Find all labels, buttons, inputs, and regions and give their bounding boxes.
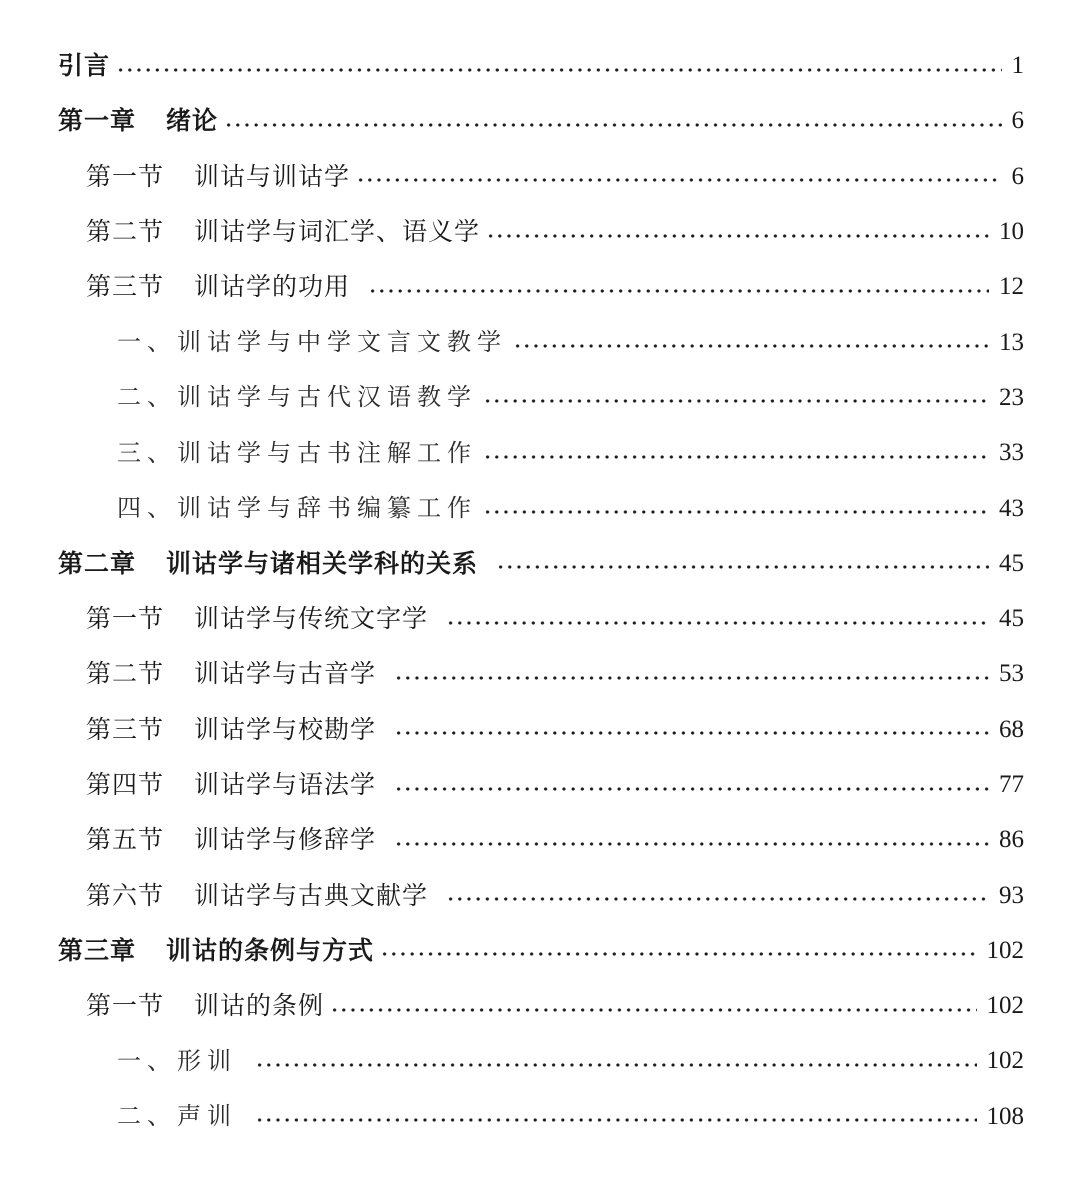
toc-entry-title: 二、训诂学与古代汉语教学 <box>117 383 477 412</box>
toc-entry-title: 一、训诂学与中学文言文教学 <box>117 328 507 357</box>
dot-leader <box>380 952 976 956</box>
toc-entry-chapter[interactable] <box>0 536 1080 591</box>
toc-entry-page: 102 <box>986 1047 1024 1075</box>
dot-leader <box>368 289 989 293</box>
toc-entry-title: 第二节 训诂学与词汇学、语义学 <box>86 217 481 247</box>
toc-entry-title: 第一节 训诂学与传统文字学 <box>86 604 429 634</box>
toc-entry-section[interactable] <box>0 646 1080 701</box>
table-of-contents <box>0 38 1080 1144</box>
dot-leader <box>394 676 989 680</box>
toc-entry-page: 108 <box>986 1102 1024 1130</box>
toc-entry-chapter[interactable] <box>0 93 1080 148</box>
toc-entry-subsection[interactable] <box>0 314 1080 369</box>
toc-entry-title: 一、形训 <box>117 1046 237 1075</box>
toc-entry-title: 第一章 绪论 <box>58 106 219 136</box>
dot-leader <box>496 565 989 569</box>
dot-leader <box>116 68 1001 72</box>
toc-entry-section[interactable] <box>0 149 1080 204</box>
dot-leader <box>255 1063 977 1067</box>
dot-leader <box>483 510 989 514</box>
toc-entry-subsection[interactable] <box>0 480 1080 535</box>
toc-entry-section[interactable] <box>0 757 1080 812</box>
toc-entry-subsection[interactable] <box>0 1033 1080 1088</box>
toc-entry-subsection[interactable] <box>0 370 1080 425</box>
dot-leader <box>394 842 989 846</box>
toc-entry-page: 102 <box>986 992 1024 1020</box>
toc-entry-page: 86 <box>999 826 1024 854</box>
dot-leader <box>255 1118 977 1122</box>
dot-leader <box>483 455 989 459</box>
toc-entry-section[interactable] <box>0 867 1080 922</box>
toc-entry-section[interactable] <box>0 812 1080 867</box>
dot-leader <box>486 234 989 238</box>
toc-entry-page: 102 <box>986 936 1024 964</box>
toc-entry-page: 77 <box>999 771 1024 798</box>
toc-entry-page: 23 <box>999 383 1024 411</box>
toc-entry-page: 13 <box>999 328 1024 356</box>
toc-entry-page: 68 <box>999 715 1024 743</box>
toc-entry-title: 第一节 训诂与训诂学 <box>86 161 351 191</box>
toc-entry-section[interactable] <box>0 978 1080 1033</box>
toc-entry-page: 43 <box>999 494 1024 522</box>
toc-entry-page: 33 <box>999 439 1024 467</box>
dot-leader <box>394 787 989 791</box>
toc-entry-title: 第二章 训诂学与诸相关学科的关系 <box>58 548 479 578</box>
toc-entry-page: 1 <box>1011 52 1024 80</box>
toc-entry-title: 第三节 训诂学的功用 <box>86 272 351 302</box>
dot-leader <box>446 621 989 625</box>
toc-entry-title: 四、训诂学与辞书编纂工作 <box>117 494 477 523</box>
toc-entry-chapter[interactable] <box>0 923 1080 978</box>
toc-entry-title: 第二节 训诂学与古音学 <box>86 659 377 689</box>
dot-leader <box>483 399 989 403</box>
toc-entry-section[interactable] <box>0 204 1080 259</box>
dot-leader <box>446 897 989 901</box>
toc-entry-page: 93 <box>999 881 1024 909</box>
toc-entry-page: 6 <box>1011 162 1024 190</box>
dot-leader <box>224 123 1001 127</box>
dot-leader <box>330 1008 976 1012</box>
dot-leader <box>513 344 989 348</box>
toc-entry-page: 10 <box>999 218 1024 246</box>
toc-entry-subsection[interactable] <box>0 1089 1080 1144</box>
dot-leader <box>394 731 989 735</box>
toc-entry-preface[interactable] <box>0 38 1080 93</box>
toc-entry-title: 第一节 训诂的条例 <box>86 991 325 1021</box>
toc-entry-title: 第三节 训诂学与校勘学 <box>86 714 377 744</box>
toc-entry-page: 45 <box>999 605 1024 633</box>
toc-entry-page: 45 <box>999 549 1024 577</box>
toc-entry-title: 三、训诂学与古书注解工作 <box>117 438 477 467</box>
toc-entry-title: 二、声训 <box>117 1102 237 1131</box>
toc-entry-subsection[interactable] <box>0 425 1080 480</box>
toc-entry-title: 引言 <box>58 51 111 81</box>
dot-leader <box>356 178 1001 182</box>
toc-entry-title: 第六节 训诂学与古典文献学 <box>86 880 429 910</box>
toc-entry-section[interactable] <box>0 591 1080 646</box>
toc-entry-section[interactable] <box>0 259 1080 314</box>
toc-entry-title: 第三章 训诂的条例与方式 <box>58 935 375 965</box>
toc-entry-page: 6 <box>1011 107 1024 135</box>
toc-entry-title: 第五节 训诂学与修辞学 <box>86 825 377 855</box>
toc-entry-section[interactable] <box>0 702 1080 757</box>
toc-entry-title: 第四节 训诂学与语法学 <box>86 770 377 799</box>
toc-entry-page: 12 <box>999 273 1024 301</box>
toc-entry-page: 53 <box>999 660 1024 688</box>
